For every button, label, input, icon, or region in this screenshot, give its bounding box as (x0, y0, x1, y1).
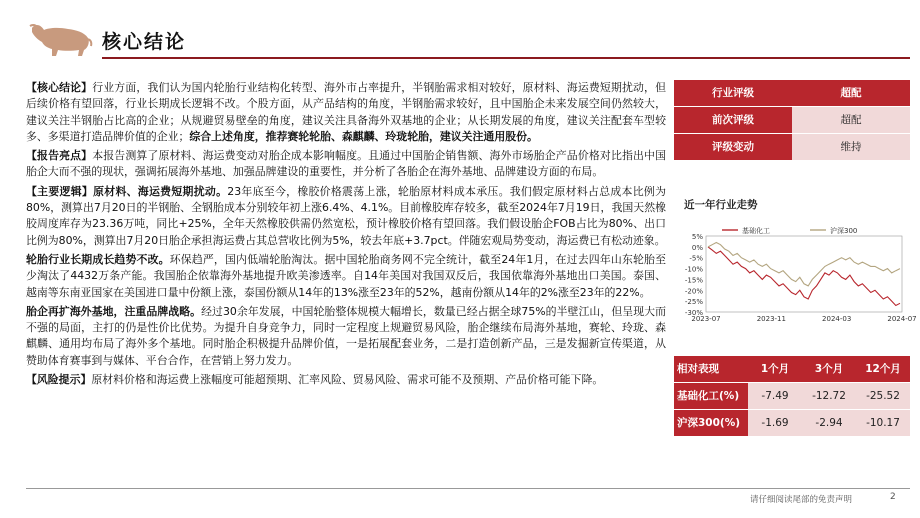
rating-label: 评级变动 (674, 134, 792, 160)
x-tick-label: 2023-07 (691, 315, 721, 323)
rating-label: 行业评级 (674, 80, 792, 106)
industry-trend-chart (672, 214, 917, 326)
paragraph (26, 372, 666, 388)
perf-header-cell: 1个月 (748, 356, 802, 382)
bold-text-run: 【风险提示】 (26, 373, 92, 387)
text-run: 23年底至今，橡胶价格震荡上涨，轮胎原材料成本承压。我们假定原材料占总成本比例为80%，测算出7月20日的半钢胎、全钢胎成本分别较年初上涨6.4%、4.1%。目前橡胶库存较多，截至2024年7月19日，我国天然橡胶周度库存为23.36万吨，同比+25%，全年天然橡胶供需仍然宽松，预计橡胶价格有望回落。我们假设胎企FOB占比为80%、出口比例为80%，测算出7月20日胎企承担海运费占其总营收比例为5%，较去年底+3.7pct。伴随宏观局势变动，海运费已有松动迹象。 (26, 184, 666, 247)
y-tick-label: -10% (684, 265, 703, 274)
perf-cell: -10.17 (856, 410, 910, 436)
disclaimer-note: 请仔细阅读尾部的免责声明 (750, 495, 853, 505)
y-tick-label: -25% (684, 298, 703, 307)
series-line-industry (708, 247, 900, 306)
perf-cell: -12.72 (802, 383, 856, 409)
bold-text-run: 【核心结论】 (26, 81, 93, 94)
rating-row-change (674, 134, 910, 161)
legend-label: 基础化工 (742, 227, 770, 235)
perf-row (674, 410, 910, 437)
chart-title: 近一年行业走势 (684, 199, 758, 211)
x-tick-label: 2023-11 (756, 315, 786, 323)
text-run: 本报告测算了原材料、海运费变动对胎企成本影响幅度。且通过中国胎企销售额、海外市场胎企产品价格对比指出中国胎企大而不强的现状，强调拓展海外基地、加强品牌建设的重要性，并分析了各胎企在海外基地、品牌建设方面的布局。 (26, 149, 666, 179)
title-divider (102, 57, 910, 59)
perf-row-label: 沪深300(%) (674, 410, 748, 436)
paragraph (26, 148, 666, 181)
rating-value: 维持 (792, 134, 910, 160)
y-tick-label: 5% (691, 233, 703, 241)
plot-frame (706, 236, 902, 312)
y-tick-label: -15% (684, 276, 703, 285)
bold-text-run: 轮胎行业长期成长趋势不改。 (26, 252, 170, 266)
bold-text-run: 【主要逻辑】原材料、海运费短期扰动。 (26, 184, 228, 198)
perf-cell: -7.49 (748, 383, 802, 409)
text-run: 经过30余年发展，中国轮胎整体规模大幅增长，数量已经占据全球75%的半壁江山，但呈现大而不强的局面，主打的仍是性价比优势。为提升自身竞争力，同时一定程度上规避贸易风险，胎企继续布局海外基地，赛轮、玲珑、森麒麟、通用均布局了海外多个基地。同时胎企积极提升品牌价值，一是拓展配套业务，二是打造创新产品，三是发掘新宣传渠道，从赞助体育赛事到与媒体、平台合作，在营销上努力发力。 (26, 304, 666, 367)
series-line-index (708, 243, 900, 286)
rating-label: 前次评级 (674, 107, 792, 133)
x-tick-label: 2024-03 (822, 315, 852, 323)
perf-header-row (674, 356, 910, 383)
perf-header-cell: 12个月 (856, 356, 910, 382)
paragraph (26, 80, 666, 145)
paragraph (26, 252, 666, 301)
text-run: 行业方面，我们认为国内轮胎行业结构化转型、海外市占率提升，半钢胎需求相对较好，原材料、海运费短期扰动，但后续价格有望回落，行业长期成长逻辑不改。个股方面，从产品结构的角度，半钢胎需求较好，且中国胎企未来发展空间仍然较大，建议关注半钢胎占比高的企业；从规避贸易壁垒的角度，建议关注具备海外双基地的企业；从长期发展的角度，建议关注配套车型较多、多渠道打造品牌价值的企业； (26, 81, 666, 143)
legend-label: 沪深300 (830, 227, 858, 235)
text-run: 环保趋严，国内低端轮胎淘汰。据中国轮胎商务网不完全统计，截至24年1月，在过去四年山东轮胎至少淘汰了4432万条产能。我国胎企依靠海外基地提升欧美渗透率。自14年美国对我国双反后，我国依靠海外基地出口美国。泰国、越南等东南亚国家在美国进口量中份额上涨，泰国份额从14年的13%涨至23年的52%，越南份额从14年的2%涨至23年的22%。 (26, 252, 666, 299)
perf-cell: -1.69 (748, 410, 802, 436)
rating-row-previous (674, 107, 910, 134)
rating-value: 超配 (792, 107, 910, 133)
perf-cell: -2.94 (802, 410, 856, 436)
bold-text-run: 综合上述角度，推荐赛轮轮胎、森麒麟、玲珑轮胎，建议关注通用股份。 (189, 129, 538, 143)
relative-performance-table (674, 356, 910, 437)
x-tick-label: 2024-07 (887, 315, 917, 323)
text-run: 原材料价格和海运费上涨幅度可能超预期、汇率风险、贸易风险、需求可能不及预期、产品价格可能下降。 (91, 373, 604, 387)
y-tick-label: -5% (689, 254, 703, 263)
rating-row-industry (674, 80, 910, 107)
bold-text-run: 胎企再扩海外基地，注重品牌战略。 (26, 304, 202, 318)
y-tick-label: -30% (684, 309, 703, 317)
trend-chart-svg (672, 214, 917, 326)
footer-divider (26, 488, 910, 489)
y-tick-label: 0% (691, 243, 703, 252)
y-tick-label: -20% (684, 287, 703, 296)
bold-text-run: 【报告亮点】 (26, 149, 93, 163)
paragraph (26, 304, 666, 369)
page-title: 核心结论 (102, 31, 187, 53)
rating-table (674, 80, 910, 161)
paragraph (26, 184, 666, 249)
bull-logo-icon (28, 18, 94, 58)
page-number: 2 (890, 492, 896, 502)
perf-row-label: 基础化工(%) (674, 383, 748, 409)
perf-cell: -25.52 (856, 383, 910, 409)
conclusion-text-block (26, 80, 666, 391)
perf-header-cell: 相对表现 (674, 356, 748, 382)
perf-header-cell: 3个月 (802, 356, 856, 382)
page-header (0, 0, 920, 76)
rating-value: 超配 (792, 80, 910, 106)
perf-row (674, 383, 910, 410)
